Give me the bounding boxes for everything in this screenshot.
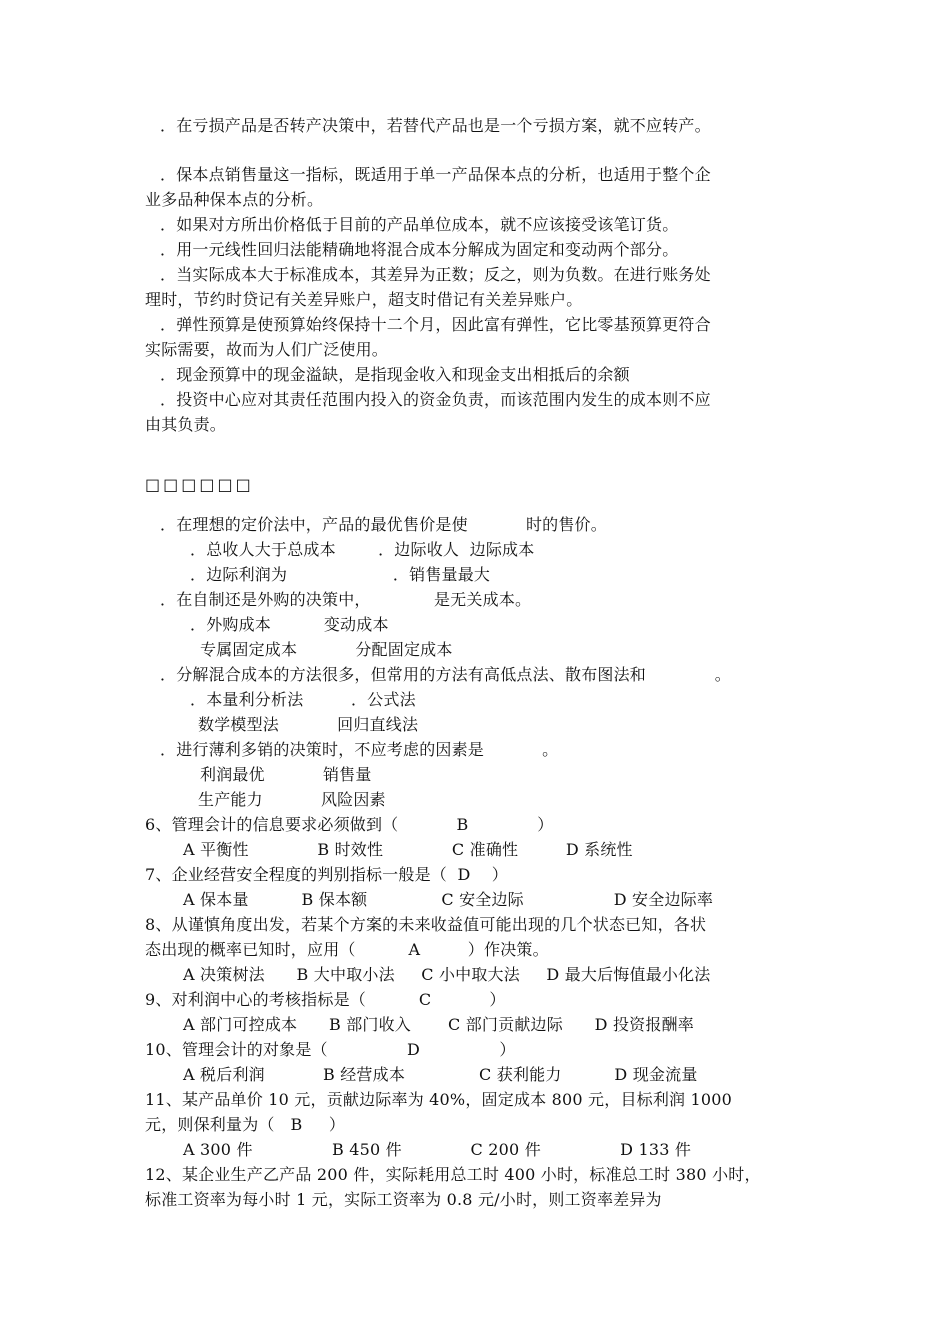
question-line: ．在理想的定价法中，产品的最优售价是使 时的售价。 [160, 515, 607, 534]
statement-6-line-2: 实际需要，故而为人们广泛使用。 [145, 340, 389, 359]
question-line: 8、从谨慎角度出发，若某个方案的未来收益值可能出现的几个状态已知，各状 [145, 915, 707, 934]
option-line: A 300 件 B 450 件 C 200 件 D 133 件 [183, 1140, 692, 1159]
question-line: ．进行薄利多销的决策时，不应考虑的因素是 。 [160, 740, 559, 759]
question-line: ．分解混合成本的方法很多，但常用的方法有高低点法、散布图法和 。 [160, 665, 731, 684]
question-line: 9、对利润中心的考核指标是（ C ） [145, 990, 506, 1009]
option-line: 生产能力 风险因素 [198, 790, 386, 809]
question-line: 10、管理会计的对象是（ D ） [145, 1040, 516, 1059]
question-line: 11、某产品单价 10 元，贡献边际率为 40%，固定成本 800 元，目标利润 1000 [145, 1090, 733, 1109]
statement-2-line-2: 业多品种保本点的分析。 [145, 190, 324, 209]
statement-2-line-1: ．保本点销售量这一指标，既适用于单一产品保本点的分析，也适用于整个企 [160, 165, 711, 184]
option-line: A 税后利润 B 经营成本 C 获利能力 D 现金流量 [183, 1065, 698, 1084]
option-line: A 部门可控成本 B 部门收入 C 部门贡献边际 D 投资报酬率 [183, 1015, 694, 1034]
option-line: A 保本量 B 保本额 C 安全边际 D 安全边际率 [183, 890, 714, 909]
statement-8-line-1: ．投资中心应对其责任范围内投入的资金负责，而该范围内发生的成本则不应 [160, 390, 711, 409]
statement-5-line-2: 理时，节约时贷记有关差异账户，超支时借记有关差异账户。 [145, 290, 583, 309]
option-line: ．边际利润为 ．销售量最大 [190, 565, 491, 584]
statement-4: ．用一元线性回归法能精确地将混合成本分解成为固定和变动两个部分。 [160, 240, 679, 259]
question-line: 6、管理会计的信息要求必须做到（ B ） [145, 815, 554, 834]
statement-5-line-1: ．当实际成本大于标准成本，其差异为正数；反之，则为负数。在进行账务处 [160, 265, 711, 284]
statement-1: ．在亏损产品是否转产决策中，若替代产品也是一个亏损方案，就不应转产。 [160, 116, 711, 135]
option-line: ．本量利分析法 ．公式法 [190, 690, 416, 709]
question-line: 标准工资率为每小时 1 元，实际工资率为 0.8 元/小时，则工资率差异为 [145, 1190, 662, 1209]
question-line: 态出现的概率已知时，应用（ A ）作决策。 [145, 940, 549, 959]
option-line: ．总收人大于总成本 ．边际收人 边际成本 [190, 540, 535, 559]
option-line: 利润最优 销售量 [200, 765, 372, 784]
question-line: 元，则保利量为（ B ） [145, 1115, 346, 1134]
statement-6-line-1: ．弹性预算是使预算始终保持十二个月，因此富有弹性，它比零基预算更符合 [160, 315, 711, 334]
question-line: 12、某企业生产乙产品 200 件，实际耗用总工时 400 小时，标准总工时 380 小时， [145, 1165, 761, 1184]
statement-3: ．如果对方所出价格低于目前的产品单位成本，就不应该接受该笔订货。 [160, 215, 679, 234]
option-line: A 平衡性 B 时效性 C 准确性 D 系统性 [183, 840, 633, 859]
statement-7: ．现金预算中的现金溢缺，是指现金收入和现金支出相抵后的余额 [160, 365, 630, 384]
option-line: ．外购成本 变动成本 [190, 615, 389, 634]
option-line: A 决策树法 B 大中取小法 C 小中取大法 D 最大后悔值最小化法 [183, 965, 711, 984]
question-line: ．在自制还是外购的决策中， 是无关成本。 [160, 590, 532, 609]
statement-8-line-2: 由其负责。 [145, 415, 227, 434]
option-line: 数学模型法 回归直线法 [198, 715, 419, 734]
question-line: 7、企业经营安全程度的判别指标一般是（ D ） [145, 865, 508, 884]
section-heading: □□□□□□ [145, 475, 254, 494]
option-line: 专属固定成本 分配固定成本 [200, 640, 453, 659]
